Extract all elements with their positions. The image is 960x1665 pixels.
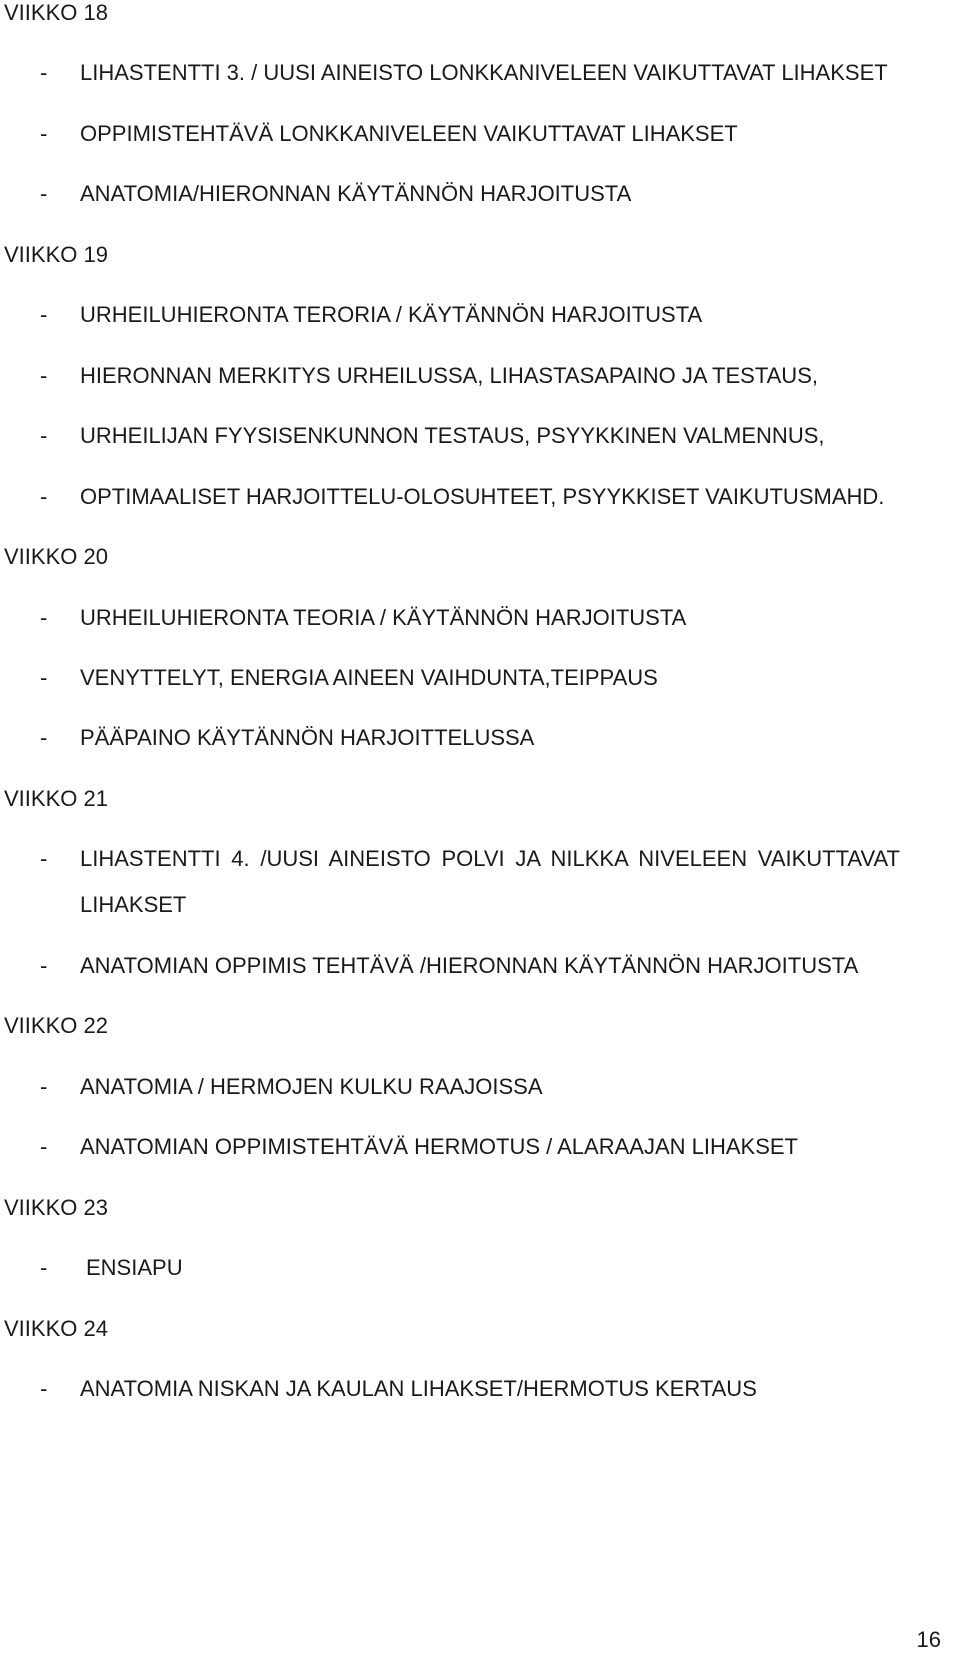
week-heading: VIIKKO 23	[4, 1195, 108, 1220]
week-heading: VIIKKO 19	[4, 242, 108, 267]
list-dash: -	[40, 484, 48, 509]
list-item-text: OPPIMISTEHTÄVÄ LONKKANIVELEEN VAIKUTTAVAT LIHAKSET	[80, 121, 738, 146]
list-item-text: PÄÄPAINO KÄYTÄNNÖN HARJOITTELUSSA	[80, 725, 535, 750]
week-heading: VIIKKO 18	[4, 0, 108, 25]
week-heading: VIIKKO 21	[4, 786, 108, 811]
week-heading: VIIKKO 20	[4, 544, 108, 569]
list-item-text: ANATOMIAN OPPIMISTEHTÄVÄ HERMOTUS / ALARAAJAN LIHAKSET	[80, 1134, 798, 1159]
list-dash: -	[40, 1074, 48, 1099]
list-item-text: URHEILUHIERONTA TERORIA / KÄYTÄNNÖN HARJOITUSTA	[80, 302, 703, 327]
list-item-text: OPTIMAALISET HARJOITTELU-OLOSUHTEET, PSYYKKISET VAIKUTUSMAHD.	[80, 484, 885, 509]
list-item-text: LIHASTENTTI 4. /UUSI AINEISTO POLVI JA NILKKA NIVELEEN VAIKUTTAVAT	[80, 846, 900, 871]
list-item-text: ANATOMIAN OPPIMIS TEHTÄVÄ /HIERONNAN KÄYTÄNNÖN HARJOITUSTA	[80, 953, 859, 978]
list-dash: -	[40, 1255, 48, 1280]
list-item-text: URHEILUHIERONTA TEORIA / KÄYTÄNNÖN HARJOITUSTA	[80, 605, 687, 630]
list-dash: -	[40, 1376, 48, 1401]
list-item-text: HIERONNAN MERKITYS URHEILUSSA, LIHASTASAPAINO JA TESTAUS,	[80, 363, 818, 388]
list-item-text: LIHASTENTTI 3. / UUSI AINEISTO LONKKANIVELEEN VAIKUTTAVAT LIHAKSET	[80, 60, 888, 85]
list-dash: -	[40, 953, 48, 978]
list-dash: -	[40, 363, 48, 388]
list-dash: -	[40, 302, 48, 327]
list-dash: -	[40, 605, 48, 630]
list-item-text: VENYTTELYT, ENERGIA AINEEN VAIHDUNTA,TEIPPAUS	[80, 665, 658, 690]
list-dash: -	[40, 665, 48, 690]
list-item-text: ANATOMIA / HERMOJEN KULKU RAAJOISSA	[80, 1074, 543, 1099]
list-dash: -	[40, 846, 48, 871]
list-dash: -	[40, 423, 48, 448]
list-dash: -	[40, 1134, 48, 1159]
list-dash: -	[40, 60, 48, 85]
list-dash: -	[40, 725, 48, 750]
week-heading: VIIKKO 24	[4, 1316, 108, 1341]
list-item-text: URHEILIJAN FYYSISENKUNNON TESTAUS, PSYYKKINEN VALMENNUS,	[80, 423, 825, 448]
week-heading: VIIKKO 22	[4, 1013, 108, 1038]
list-item-text: ANATOMIA/HIERONNAN KÄYTÄNNÖN HARJOITUSTA	[80, 181, 632, 206]
list-dash: -	[40, 181, 48, 206]
list-item-text: ENSIAPU	[86, 1255, 183, 1280]
list-item-text: ANATOMIA NISKAN JA KAULAN LIHAKSET/HERMOTUS KERTAUS	[80, 1376, 757, 1401]
list-dash: -	[40, 121, 48, 146]
list-item-text: LIHAKSET	[80, 892, 187, 917]
page-number: 16	[916, 1627, 941, 1652]
